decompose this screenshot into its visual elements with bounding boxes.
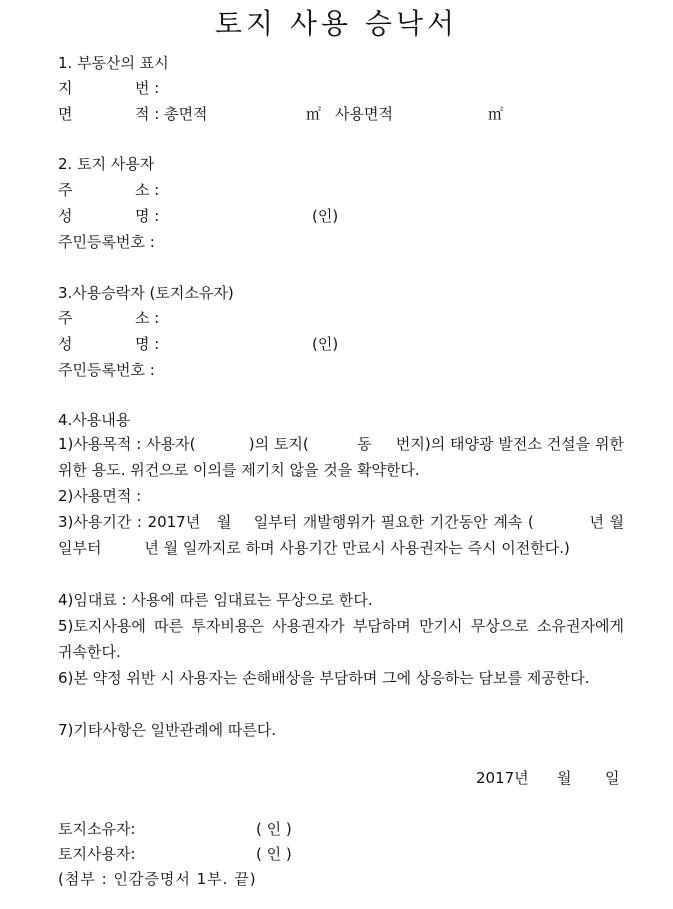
usage-area-item: 2)사용면적 : — [58, 487, 142, 505]
document-title: 토지 사용 승낙서 — [214, 7, 459, 40]
user-signature-label: 토지사용자: — [58, 845, 136, 863]
user-name-label-a: 성 — [58, 207, 73, 225]
user-signature-seal: ( 인 ) — [256, 845, 292, 863]
lot-number-label-a: 지 — [58, 79, 73, 97]
owner-id-number-label: 주민등록번호 : — [58, 361, 155, 379]
investment-cost-item: 5)토지사용에 따른 투자비용은 사용권자가 부담하며 만기시 무상으로 소유권자에게 귀속한다. — [58, 617, 624, 661]
date-day: 일 — [605, 769, 620, 787]
usage-purpose-item: 1)사용목적 : 사용자( )의 토지( 동 번지)의 태양광 발전소 건설을 위한 위한 용도. 위건으로 이의를 제기치 않을 것을 확약한다. — [58, 435, 624, 479]
owner-name-label-a: 성 — [58, 335, 73, 353]
section2-heading: 2. 토지 사용자 — [58, 155, 155, 173]
rent-item: 4)임대료 : 사용에 따른 임대료는 무상으로 한다. — [58, 591, 373, 609]
user-seal-mark: (인) — [312, 207, 339, 225]
owner-address-label-b: 소 : — [135, 309, 160, 327]
breach-liability-item: 6)본 약정 위반 시 사용자는 손해배상을 부담하며 그에 상응하는 담보를 제공한다. — [58, 669, 590, 687]
user-id-number-label: 주민등록번호 : — [58, 233, 155, 251]
user-name-label-b: 명 : — [135, 207, 160, 225]
area-label-b: 적 : 총면적 — [135, 105, 208, 123]
area-label-a: 면 — [58, 105, 73, 123]
date-year: 2017년 — [476, 769, 529, 787]
user-address-label-b: 소 : — [135, 181, 160, 199]
area-unit-used: ㎡ — [488, 105, 504, 123]
section1-heading: 1. 부동산의 표시 — [58, 54, 169, 72]
area-unit-total: ㎡ — [306, 105, 322, 123]
section3-heading: 3.사용승락자 (토지소유자) — [58, 284, 234, 302]
area-used-label: 사용면적 — [335, 105, 393, 123]
owner-name-label-b: 명 : — [135, 335, 160, 353]
owner-signature-seal: ( 인 ) — [256, 820, 292, 838]
usage-period-item: 3)사용기간 : 2017년 월 일부터 개발행위가 필요한 기간동안 계속 ( 년 월 일부터 년 월 일까지로 하며 사용기간 만료시 사용권자는 즉시 이전한다.) — [58, 513, 624, 557]
date-month: 월 — [557, 769, 572, 787]
other-matters-item: 7)기타사항은 일반관례에 따른다. — [58, 721, 277, 739]
owner-signature-label: 토지소유자: — [58, 820, 136, 838]
owner-seal-mark: (인) — [312, 335, 339, 353]
user-address-label-a: 주 — [58, 181, 73, 199]
attachment-note: (첨부 : 인감증명서 1부. 끝) — [58, 870, 257, 888]
lot-number-label-b: 번 : — [135, 79, 160, 97]
owner-address-label-a: 주 — [58, 309, 73, 327]
section4-heading: 4.사용내용 — [58, 411, 131, 429]
